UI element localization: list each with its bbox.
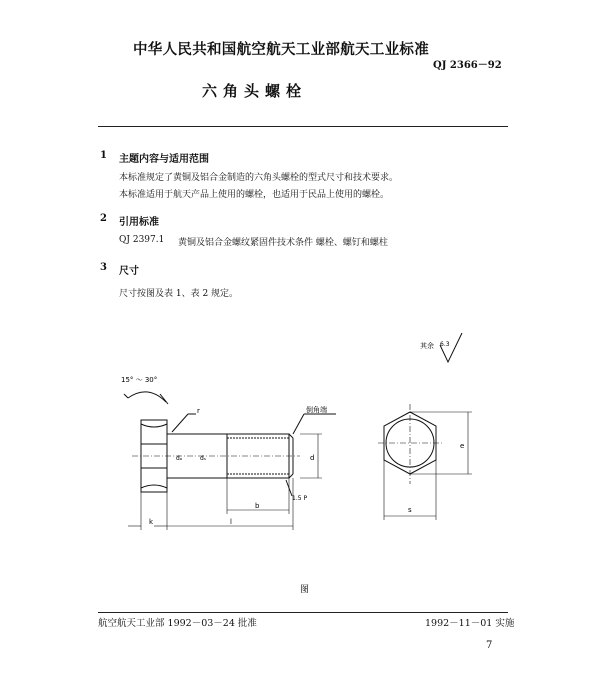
dim-da-label: dₐ [176, 455, 183, 462]
document-title: 六角头螺栓 [202, 82, 308, 100]
footer-rule [98, 612, 508, 613]
section-2-number: 2 [100, 213, 107, 224]
dim-e-label: e [460, 442, 465, 450]
section-3-paragraph: 尺寸按图及表 1、表 2 规定。 [119, 289, 239, 299]
standard-code: QJ 2366－92 [433, 60, 502, 71]
dim-k-label: k [149, 518, 154, 526]
dim-b-label: b [255, 502, 260, 510]
dim-d-label: d [310, 454, 315, 462]
chamfer-end-note: 倒角端 [306, 406, 327, 414]
dim-ds-label: dₛ [200, 455, 207, 462]
roughness-value: 6.3 [440, 341, 450, 348]
reference-standard-title: 黄铜及铝合金螺纹紧固件技术条件 螺栓、螺钉和螺柱 [178, 238, 388, 248]
page-number: 7 [486, 640, 493, 651]
angle-label: 15° ～ 30° [121, 376, 158, 384]
section-1-number: 1 [100, 150, 107, 161]
section-2-title: 引用标准 [119, 217, 159, 228]
dim-l-label: l [230, 518, 232, 526]
approval-date: 航空航天工业部 1992－03－24 批准 [98, 618, 257, 629]
thread-length-label: 1.5 P [292, 495, 308, 502]
section-3-title: 尺寸 [119, 266, 139, 277]
dim-r-label: r [197, 407, 200, 415]
issuing-organization: 中华人民共和国航空航天工业部航天工业标准 [133, 41, 429, 58]
section-1-title: 主题内容与适用范围 [119, 154, 209, 165]
section-1-paragraph: 本标准适用于航天产品上使用的螺栓，也适用于民品上使用的螺栓。 [119, 190, 390, 200]
roughness-label: 其余 [420, 342, 434, 350]
effective-date: 1992－11－01 实施 [425, 618, 515, 629]
dim-s-label: s [408, 506, 412, 514]
reference-standard-code: QJ 2397.1 [119, 235, 165, 245]
section-3-number: 3 [100, 262, 107, 273]
figure-caption: 图 [300, 585, 310, 595]
section-1-paragraph: 本标准规定了黄铜及铝合金制造的六角头螺栓的型式尺寸和技术要求。 [119, 173, 399, 183]
chamfer-angle-arc [128, 392, 166, 402]
